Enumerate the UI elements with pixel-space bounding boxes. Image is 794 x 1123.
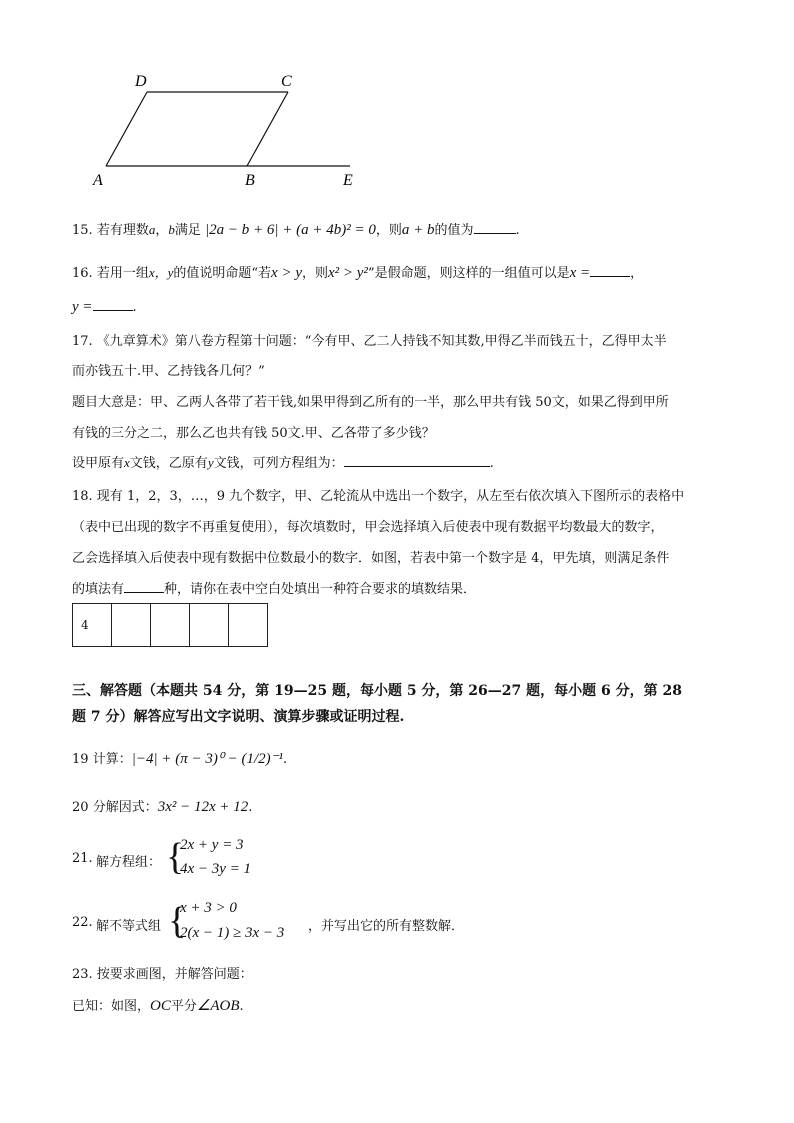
q23-line2b: 平分	[170, 999, 197, 1014]
q21-equation-2: 4x − 3y = 1	[180, 861, 252, 877]
q15-mid: 满足	[174, 223, 201, 238]
q23-angle: ∠AOB	[196, 998, 240, 1014]
q16-number: 16.	[72, 266, 93, 281]
q20-label: 分解因式：	[92, 800, 158, 815]
q17-line-4: 有钱的三分之二，那么乙也共有钱 50文.甲、乙各带了多少钱？	[72, 426, 435, 441]
question-20	[72, 796, 252, 816]
q16-y-blank[interactable]	[93, 298, 133, 311]
q18-line-4	[72, 578, 476, 597]
q15-number: 15.	[72, 223, 93, 238]
q16-text3: ，则	[301, 266, 328, 281]
q20-expression: 3x² − 12x + 12	[157, 799, 249, 815]
q15-post1: ，则	[375, 223, 402, 238]
q16-end: .	[132, 300, 137, 315]
q18-line-2: （表中已出现的数字不再重复使用），每次填数时，甲会选择填入后使表中现有数据平均数最大的数字，	[72, 520, 664, 535]
q17-line5a: 设甲原有	[72, 456, 125, 471]
label-a: A	[93, 172, 103, 189]
q23-line2a: 已知：如图，	[72, 999, 151, 1014]
q22-inequality-2: 2(x − 1) ≥ 3x − 3	[180, 925, 285, 941]
q17-line-2: 而亦钱五十.甲、乙持钱各几何？”	[72, 364, 265, 379]
q16-x-blank[interactable]	[590, 264, 630, 277]
segment-bc	[247, 92, 288, 166]
q18-line4a: 的填法有	[72, 582, 125, 597]
question-16	[72, 262, 643, 282]
q21-label: 解方程组：	[96, 855, 162, 870]
q21-number: 21.	[72, 851, 93, 866]
table-cell-3[interactable]	[151, 604, 190, 647]
q18-number-table	[72, 603, 268, 647]
q19-number: 19	[72, 752, 89, 767]
q16-text4: ”是假命题，则这样的一组值可以是	[367, 266, 570, 281]
q23-oc: OC	[150, 998, 171, 1014]
q15-end: .	[515, 223, 520, 238]
question-16-cont	[72, 298, 137, 316]
q15-expression: |2a − b + 6| + (a + 4b)² = 0	[205, 222, 376, 238]
segment-ad	[106, 92, 147, 166]
q22-post: ，并写出它的所有整数解．	[308, 919, 465, 934]
label-e: E	[343, 172, 353, 189]
q17-line5b: 文钱，乙原有	[129, 456, 208, 471]
label-c: C	[281, 73, 292, 90]
q16-x-eq: x =	[569, 265, 591, 281]
table-cell-2[interactable]	[112, 604, 151, 647]
question-21	[72, 835, 472, 885]
q18-line-3: 乙会选择填入后使表中现有数据中位数最小的数字．如图，若表中第一个数字是 4，甲先填，则满足条件	[72, 551, 670, 566]
q23-line-2	[72, 995, 244, 1015]
q16-vars: x，y	[148, 265, 174, 280]
q22-inequality-1: x + 3 > 0	[180, 900, 237, 916]
q16-cond2: x² > y²	[328, 265, 368, 281]
q22-label: 解不等式组	[96, 919, 162, 934]
label-b: B	[245, 172, 255, 189]
q15-sep: ，	[155, 223, 169, 238]
q17-var-y: y	[207, 455, 214, 470]
q15-answer-blank[interactable]	[474, 221, 516, 234]
q17-line5c: 文钱，可列方程组为：	[213, 456, 344, 471]
q15-target: a + b	[401, 222, 435, 238]
q19-expression: |−4| + (π − 3)⁰ − (1/2)⁻¹	[131, 751, 284, 767]
q18-line4b: 种，请你在表中空白处填出一种符合要求的填数结果．	[164, 582, 477, 597]
parallelogram-figure	[85, 68, 375, 193]
question-15	[72, 219, 520, 239]
q15-post2: 的值为	[434, 223, 474, 238]
section-3-heading-line-1: 三、解答题（本题共 54 分，第 19—25 题，每小题 5 分，第 26—27 题，每小题 6 分，第 28	[72, 683, 682, 699]
q16-cond1: x > y	[271, 265, 302, 281]
q17-end: .	[489, 456, 494, 471]
q17-line-1: 17. 《九章算术》第八卷方程第十问题：“今有甲、乙二人持钱不知其数,甲得乙半而钱五十，乙得甲太半	[72, 334, 667, 349]
q19-end: .	[283, 752, 288, 767]
q19-label: 计算：	[92, 752, 132, 767]
q23-line-1: 23. 按要求画图，并解答问题：	[72, 967, 253, 982]
q15-pre: 若有理数	[96, 223, 149, 238]
table-cell-1[interactable]: 4	[73, 604, 112, 647]
q16-y-eq: y =	[72, 299, 93, 315]
section-3-heading-line-2: 题 7 分）解答应写出文字说明、演算步骤或证明过程.	[72, 709, 405, 725]
q20-end: .	[248, 800, 253, 815]
q15-var-a: a	[148, 222, 156, 237]
q17-line-5	[72, 452, 494, 471]
label-d: D	[135, 73, 147, 90]
q18-line-1: 18. 现有 1，2，3，…，9 九个数字，甲、乙轮流从中选出一个数字，从左至右依次填入下图所示的表格中	[72, 489, 685, 504]
table-cell-4[interactable]	[190, 604, 229, 647]
q22-brace: {	[168, 900, 187, 942]
q21-brace: {	[166, 836, 185, 878]
q21-equation-1: 2x + y = 3	[180, 837, 244, 853]
q22-number: 22.	[72, 915, 93, 930]
question-22	[72, 898, 572, 948]
q17-line-3: 题目大意是：甲、乙两人各带了若干钱,如果甲得到乙所有的一半，那么甲共有钱 50文，如果乙得到甲所	[72, 395, 669, 410]
q17-var-x: x	[124, 455, 130, 470]
table-cell-5[interactable]	[229, 604, 268, 647]
q16-text1: 若用一组	[96, 266, 149, 281]
q23-end: .	[239, 999, 244, 1014]
q17-answer-blank[interactable]	[344, 454, 490, 467]
q16-text2: 的值说明命题“若	[173, 266, 272, 281]
q20-number: 20	[72, 800, 89, 815]
question-19	[72, 748, 287, 768]
q15-var-b: b	[168, 222, 175, 237]
q18-answer-blank[interactable]	[124, 580, 164, 593]
q16-comma: ，	[630, 266, 644, 281]
